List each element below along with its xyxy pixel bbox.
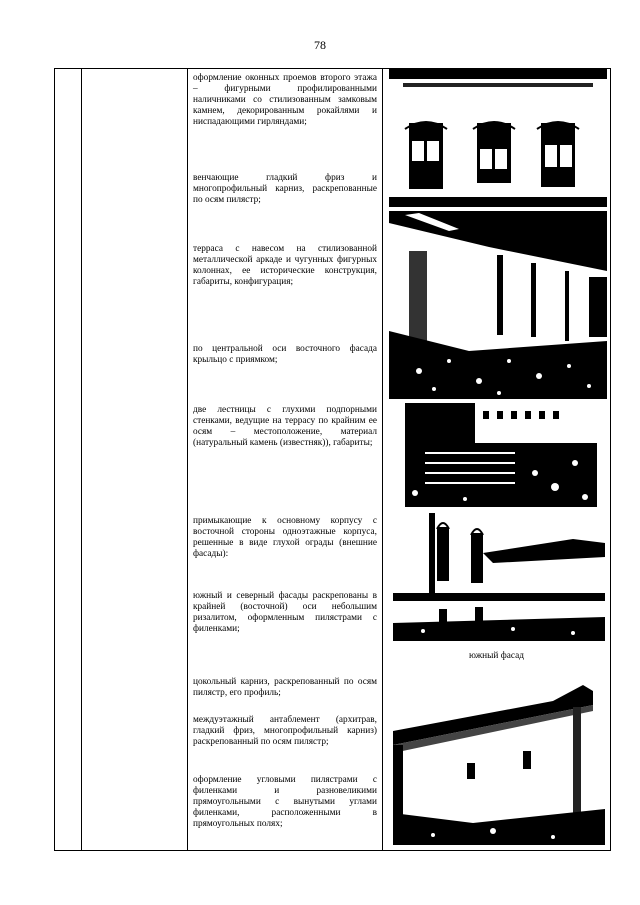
description-item: оформление угловыми пилястрами с филенками и разновеликими прямоугольными с вынутыми углами филенками, расположенными в прямоугольных полях; (193, 775, 377, 829)
column-object (82, 69, 188, 851)
south-facade-photo (393, 513, 606, 641)
photo-caption: южный фасад (469, 651, 524, 661)
description-item: оформление оконных проемов второго этажа – фигурными профилированными наличниками со стилизованным замковым камнем, декорированным рокайлями и ниспадающими гирляндами; (193, 73, 377, 127)
description-item: венчающие гладкий фриз и многопрофильный карниз, раскрепованные по осям пилястр; (193, 173, 377, 205)
description-item: две лестницы с глухими подпорными стенками, ведущие на террасу по крайним ее осям – местоположение, материал (натуральный камень (известняк)), габариты; (193, 405, 377, 448)
corner-building-photo (393, 685, 606, 845)
column-description (188, 69, 383, 851)
staircase-photo (405, 403, 600, 507)
column-number (55, 69, 82, 851)
page-number: 78 (314, 38, 326, 52)
description-item: по центральной оси восточного фасада крыльцо с приямком; (193, 344, 377, 365)
description-item: примыкающие к основному корпусу с восточной стороны одноэтажные корпуса, решенные в виде глухой ограды (внешние фасады): (193, 516, 377, 559)
window-facade-photo (389, 69, 607, 207)
description-item: цокольный карниз, раскрепованный по осям пилястр, его профиль; (193, 677, 377, 698)
terrace-photo (389, 211, 607, 399)
column-photos (383, 69, 611, 851)
document-table (54, 68, 611, 851)
description-item: терраса с навесом на стилизованной металлической аркаде и чугунных фигурных колоннах, ее исторические конструкция, габариты, конфигурация; (193, 244, 377, 287)
description-item: междуэтажный антаблемент (архитрав, гладкий фриз, многопрофильный карниз) раскрепованный по осям пилястр; (193, 715, 377, 747)
description-item: южный и северный фасады раскрепованы в крайней (восточной) оси небольшим ризалитом, оформленным пилястрами с филенками; (193, 591, 377, 634)
